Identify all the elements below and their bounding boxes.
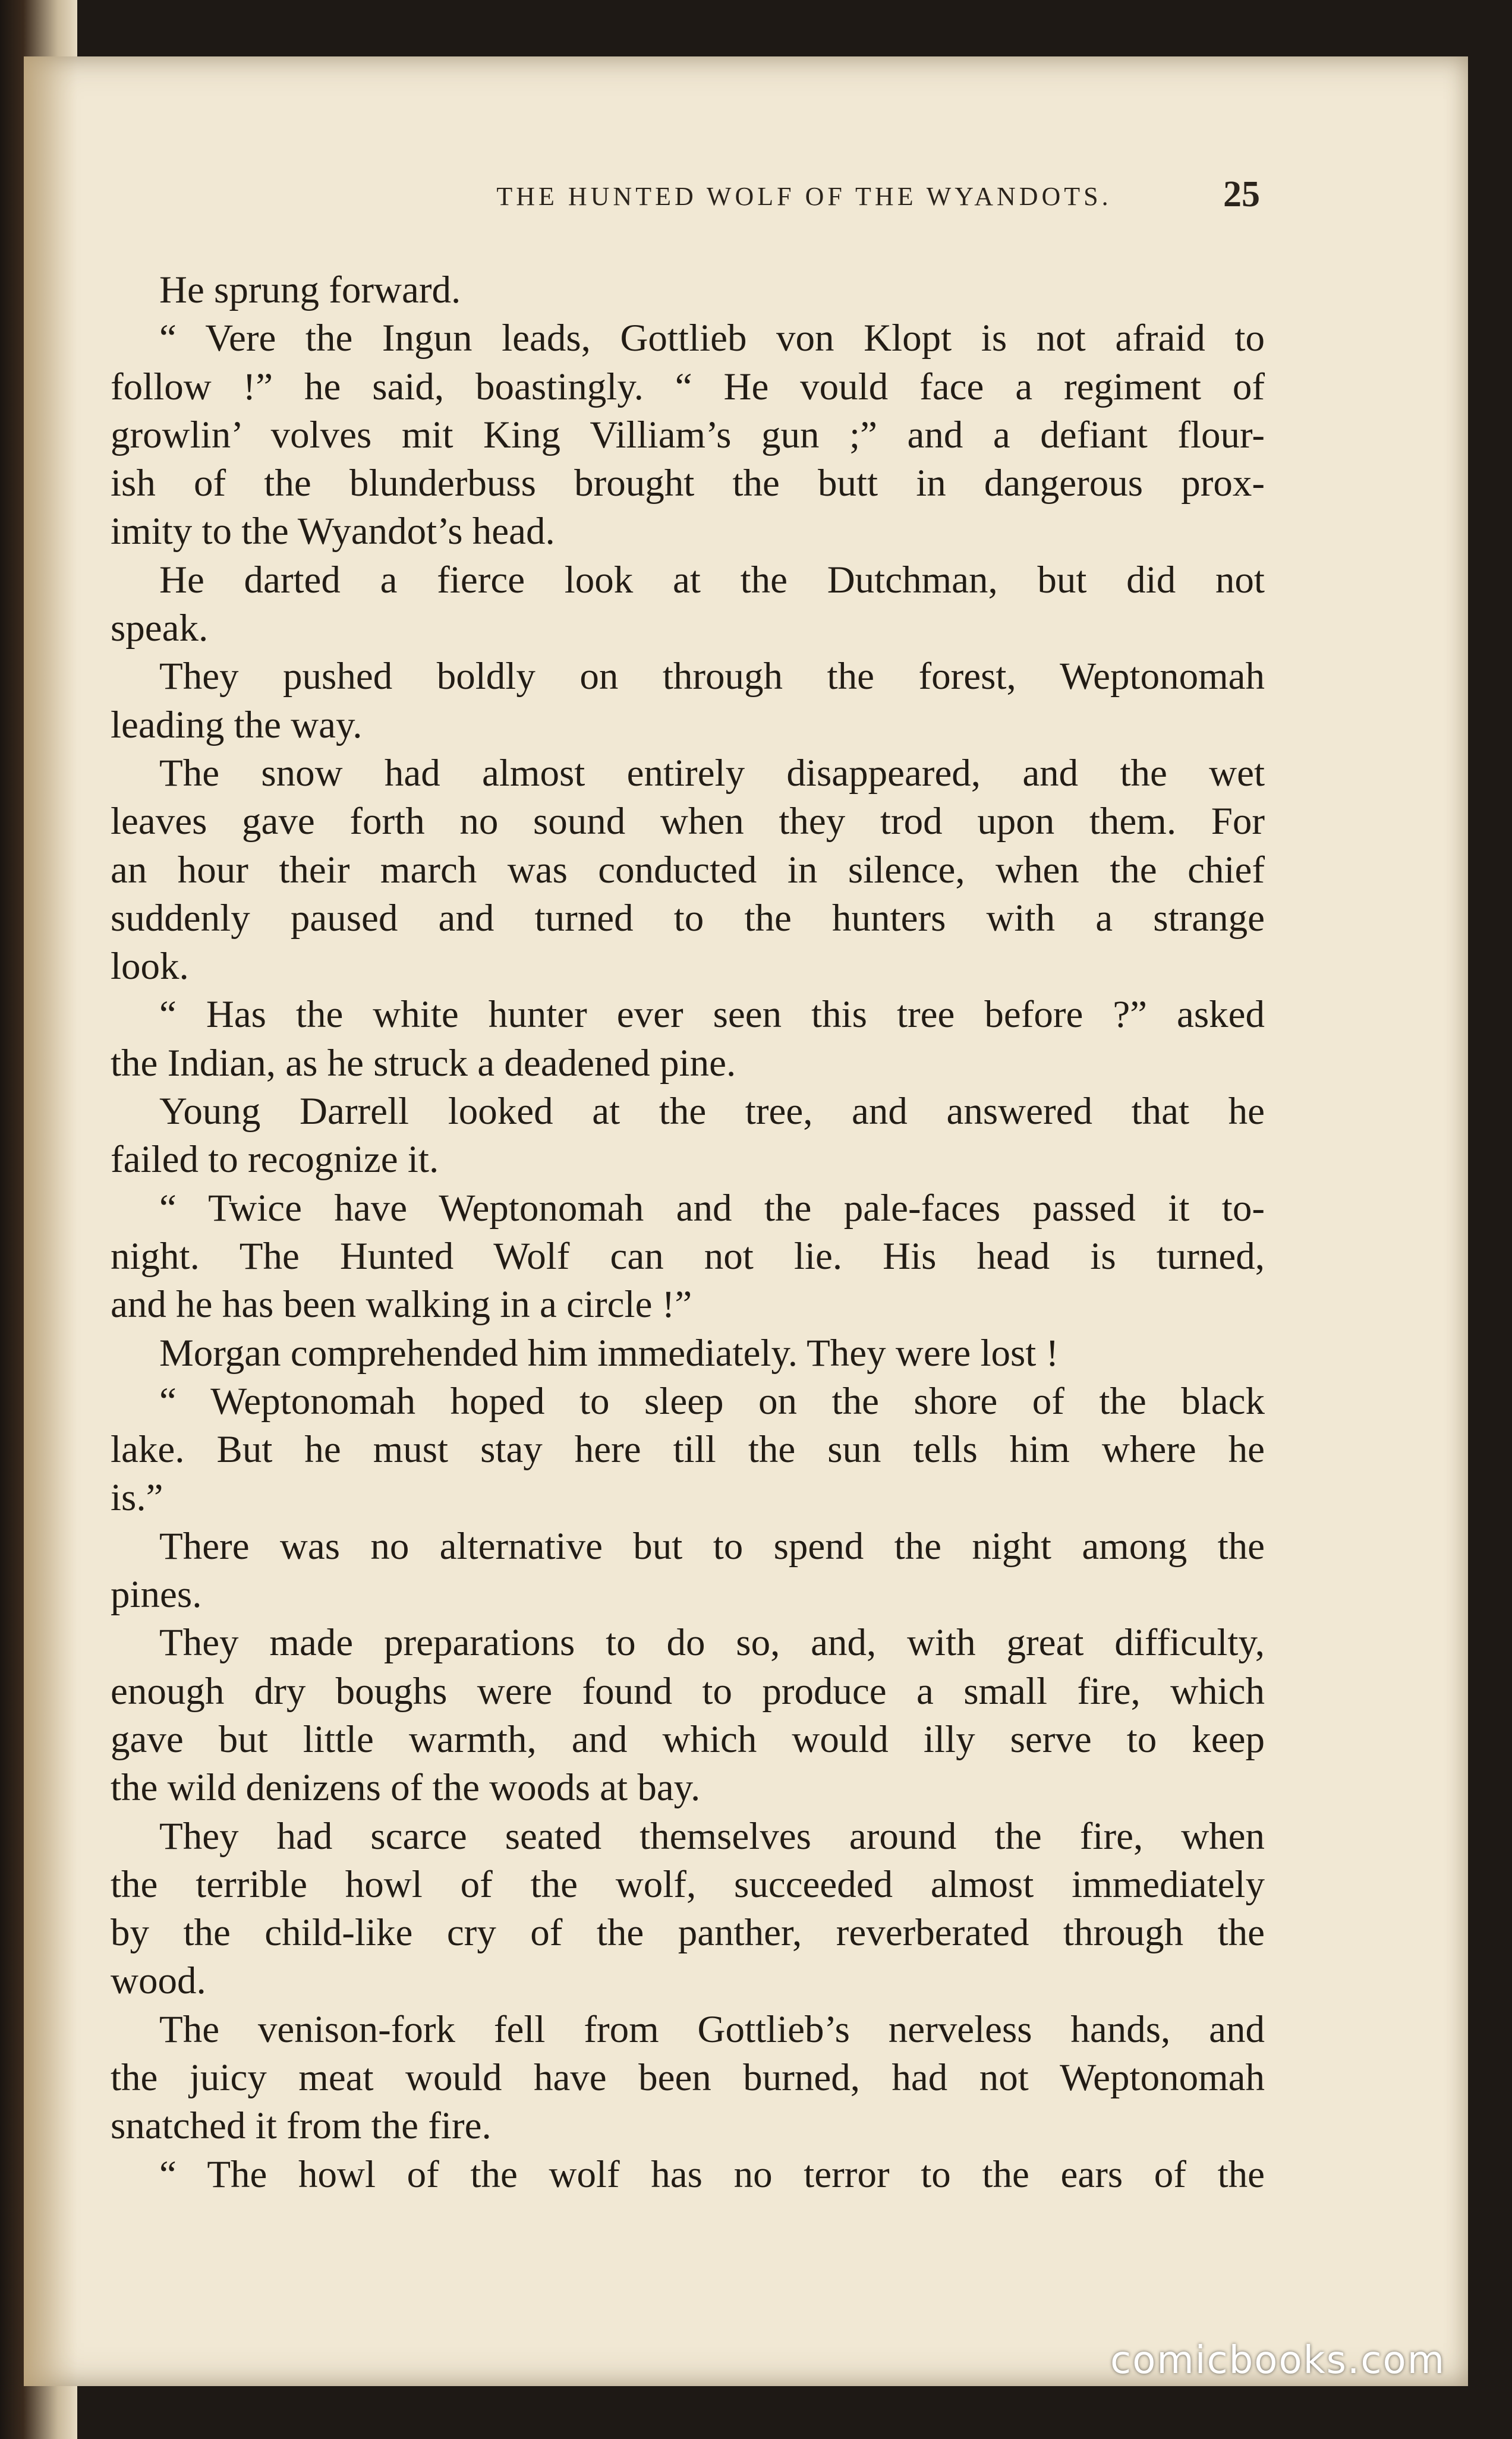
text-line: snatched it from the fire.	[111, 2104, 492, 2148]
text-line: He sprung forward.	[159, 269, 461, 311]
text-line: look.	[111, 945, 189, 988]
text-line: by the child-like cry of the panther, reverberated through the	[111, 1911, 1265, 1955]
text-line: an hour their march was conducted in silence, when the chief	[111, 848, 1265, 891]
text-line: night. The Hunted Wolf can not lie. His head is turned,	[111, 1234, 1265, 1278]
text-line: imity to the Wyandot’s head.	[111, 510, 555, 553]
text-line: They made preparations to do so, and, with great difficulty,	[159, 1621, 1265, 1665]
running-head: THE HUNTED WOLF OF THE WYANDOTS.	[496, 182, 1112, 211]
text-line: They had scarce seated themselves around the fire, when	[159, 1814, 1265, 1858]
text-line: speak.	[111, 607, 209, 650]
text-line: is.”	[111, 1476, 163, 1520]
text-line: enough dry boughs were found to produce a small fire, which	[111, 1669, 1265, 1713]
text-line: “ Weptonomah hoped to sleep on the shore of the black	[159, 1379, 1265, 1423]
text-line: Morgan comprehended him immediately. They were lost !	[159, 1331, 1059, 1375]
text-line: the juicy meat would have been burned, had not Weptonomah	[111, 2056, 1265, 2099]
text-line: pines.	[111, 1573, 202, 1616]
text-line: “ Vere the Ingun leads, Gottlieb von Klopt is not afraid to	[159, 317, 1265, 360]
text-line: growlin’ volves mit King Villiam’s gun ;” and a defiant flour-	[111, 413, 1265, 456]
text-line: ish of the blunderbuss brought the butt in dangerous prox-	[111, 462, 1265, 505]
text-line: and he has been walking in a circle !”	[111, 1283, 692, 1326]
text-line: wood.	[111, 1959, 206, 2003]
text-line: the terrible howl of the wolf, succeeded almost immediately	[111, 1863, 1265, 1906]
text-line: failed to recognize it.	[111, 1138, 439, 1181]
text-line: leading the way.	[111, 703, 363, 746]
text-line: There was no alternative but to spend the night among the	[159, 1524, 1265, 1568]
text-line: lake. But he must stay here till the sun tells him where he	[111, 1428, 1265, 1471]
text-line: suddenly paused and turned to the hunters with a strange	[111, 896, 1265, 940]
text-line: “ Twice have Weptonomah and the pale-faces passed it to-	[159, 1186, 1265, 1230]
page-gutter-shadow	[24, 56, 77, 2386]
text-line: The snow had almost entirely disappeared, and the wet	[159, 751, 1265, 795]
page-number: 25	[1223, 174, 1260, 215]
text-line: Young Darrell looked at the tree, and answered that he	[159, 1090, 1265, 1133]
text-line: They pushed boldly on through the forest, Weptonomah	[159, 655, 1265, 698]
text-line: “ Has the white hunter ever seen this tree before ?” asked	[159, 993, 1265, 1036]
text-line: leaves gave forth no sound when they trod upon them. For	[111, 800, 1265, 843]
text-line: He darted a fierce look at the Dutchman, but did not	[159, 558, 1265, 601]
text-line: the Indian, as he struck a deadened pine.	[111, 1041, 736, 1085]
text-line: “ The howl of the wolf has no terror to the ears of the	[159, 2153, 1265, 2196]
text-line: gave but little warmth, and which would illy serve to keep	[111, 1718, 1265, 1761]
watermark: comicbooks.com	[1110, 2339, 1446, 2383]
text-line: the wild denizens of the woods at bay.	[111, 1766, 701, 1810]
text-line: The venison-fork fell from Gottlieb’s nerveless hands, and	[159, 2008, 1265, 2051]
body-text	[111, 266, 1265, 2199]
text-line: follow !” he said, boastingly. “ He vould face a regiment of	[111, 365, 1265, 408]
